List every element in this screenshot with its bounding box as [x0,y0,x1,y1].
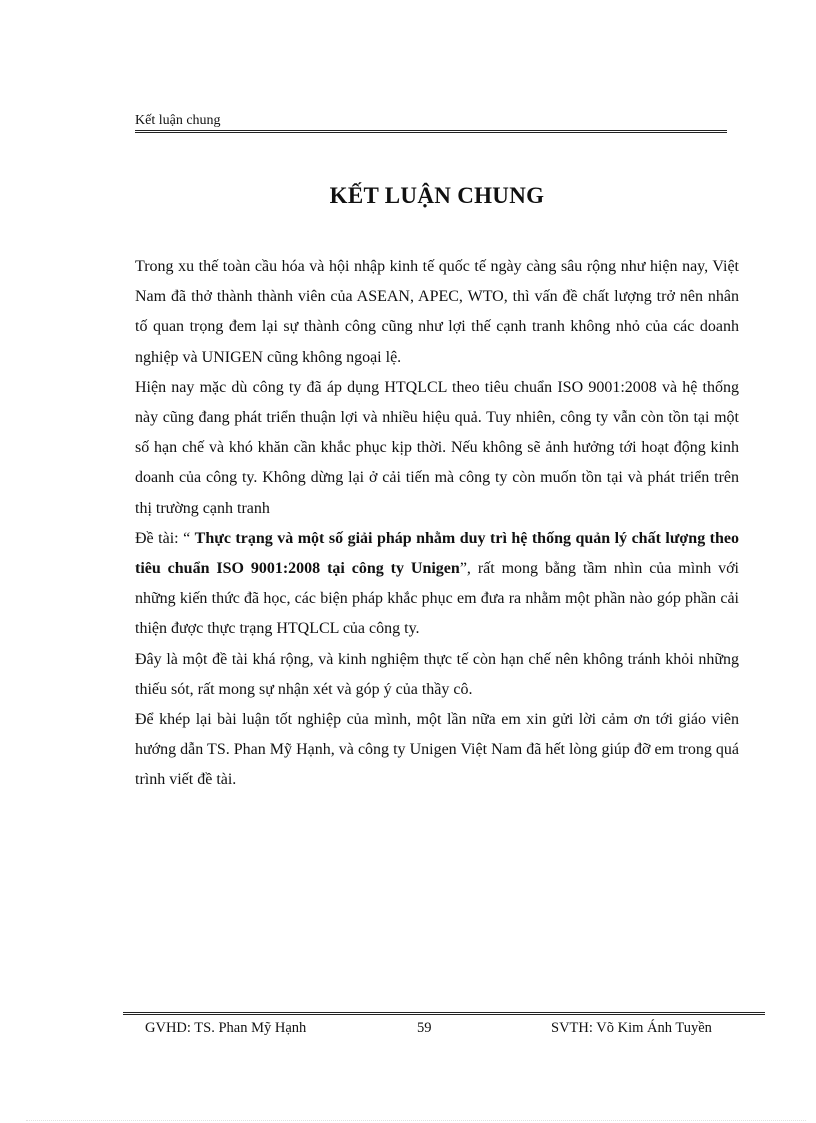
header-divider [135,130,727,133]
document-body [135,252,739,796]
page-number: 59 [417,1020,432,1036]
page-edge [26,1120,806,1121]
page-title: KẾT LUẬN CHUNG [329,183,545,208]
topic-title: Thực trạng và một số giải pháp nhằm duy trì hệ thống quản lý chất lượng theo tiêu chuẩn ISO 9001:2008 tại công ty Unigen [135,529,739,578]
paragraph-4: Đây là một đề tài khá rộng, và kinh nghiệm thực tế còn hạn chế nên không tránh khỏi những thiếu sót, rất mong sự nhận xét và góp ý của thầy cô. [135,650,739,698]
header-section-title: Kết luận chung [135,113,221,128]
paragraph-1: Trong xu thế toàn cầu hóa và hội nhập kinh tế quốc tế ngày càng sâu rộng như hiện nay, Việt Nam đã thở thành thành viên của ASEAN, APEC, WTO, thì vấn đề chất lượng trở nên nhân tố quan trọng đem lại sự thành công cũng như lợi thế cạnh tranh không nhỏ của các doanh nghiệp và UNIGEN cũng không ngoại lệ. [135,258,739,366]
paragraph-2: Hiện nay mặc dù công ty đã áp dụng HTQLCL theo tiêu chuẩn ISO 9001:2008 và hệ thống này cũng đang phát triển thuận lợi và nhiều hiệu quả. Tuy nhiên, công ty vẫn còn tồn tại một số hạn chế và khó khăn cần khắc phục kịp thời. Nếu không sẽ ảnh hưởng tới hoạt động kinh doanh của công ty. Không dừng lại ở cải tiến mà công ty còn muốn tồn tại và phát triển trên thị trường cạnh tranh [135,378,739,517]
topic-prefix: Đề tài: “ [135,529,195,547]
footer-advisor: GVHD: TS. Phan Mỹ Hạnh [145,1020,307,1036]
paragraph-5: Để khép lại bài luận tốt nghiệp của mình, một lần nữa em xin gửi lời cảm ơn tới giáo viên hướng dẫn TS. Phan Mỹ Hạnh, và công ty Unigen Việt Nam đã hết lòng giúp đỡ em trong quá trình viết đề tài. [135,711,739,789]
footer-divider [123,1012,765,1015]
paragraph-3 [135,524,739,645]
topic-suffix: ”, rất mong bằng tầm nhìn của mình với những kiến thức đã học, các biện pháp khắc phục em đưa ra nhằm một phần nào góp phần cải thiện được thực trạng HTQLCL của công ty. [135,560,740,638]
page-header [135,112,727,134]
footer-student: SVTH: Võ Kim Ánh Tuyền [551,1020,712,1036]
